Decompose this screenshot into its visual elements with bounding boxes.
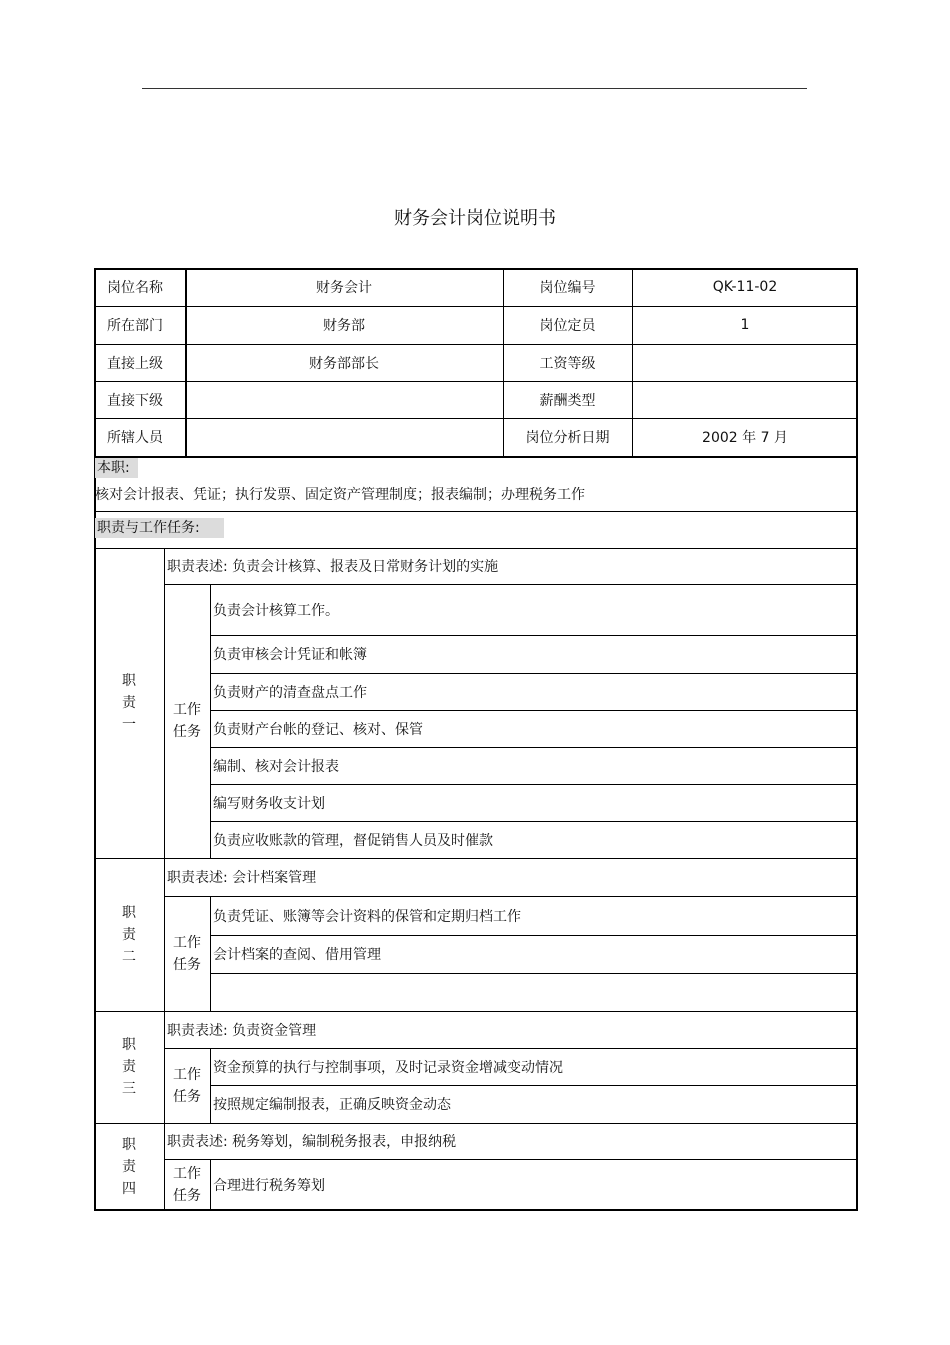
responsibility-label: 职 责 四 bbox=[122, 1137, 136, 1197]
task-label: 工作 任务 bbox=[173, 1166, 201, 1204]
duty-label: 本职: bbox=[95, 458, 138, 478]
responsibility-label: 职 责 一 bbox=[122, 673, 136, 733]
responsibility-label: 职 责 二 bbox=[122, 904, 136, 965]
row-divider bbox=[94, 456, 858, 458]
task-item: 编制、核对会计报表 bbox=[213, 758, 339, 775]
task-item: 按照规定编制报表，正确反映资金动态 bbox=[213, 1097, 451, 1113]
responsibility-description: 职责表述: 负责会计核算、报表及日常财务计划的实施 bbox=[167, 559, 499, 575]
row-divider bbox=[94, 381, 858, 382]
info-value: 1 bbox=[740, 317, 750, 333]
info-value bbox=[632, 344, 858, 381]
info-label: 直接上级 bbox=[107, 355, 163, 372]
row-divider bbox=[94, 344, 858, 345]
task-item: 合理进行税务筹划 bbox=[213, 1178, 325, 1194]
info-label: 岗位名称 bbox=[107, 280, 163, 296]
row-divider bbox=[210, 1085, 858, 1086]
info-value: 财务部部长 bbox=[309, 355, 379, 372]
info-value: 2002 年 7 月 bbox=[702, 430, 788, 446]
header-rule bbox=[142, 88, 807, 89]
row-divider bbox=[210, 821, 858, 822]
info-value: QK-11-02 bbox=[712, 279, 778, 295]
task-label: 工作 任务 bbox=[173, 702, 201, 740]
row-divider bbox=[94, 306, 858, 307]
task-item: 会计档案的查阅、借用管理 bbox=[213, 947, 381, 963]
task-item: 负责应收账款的管理，督促销售人员及时催款 bbox=[213, 832, 493, 849]
row-divider bbox=[210, 635, 858, 636]
task-item: 负责审核会计凭证和帐簿 bbox=[213, 647, 367, 663]
responsibility-description: 职责表述: 会计档案管理 bbox=[167, 870, 317, 886]
info-value bbox=[185, 381, 503, 418]
column-divider bbox=[632, 268, 633, 456]
info-label: 所辖人员 bbox=[107, 430, 163, 446]
info-label: 直接下级 bbox=[107, 392, 163, 409]
info-label: 岗位编号 bbox=[539, 280, 596, 296]
document-title: 财务会计岗位说明书 bbox=[394, 208, 556, 229]
task-item: 编写财务收支计划 bbox=[213, 795, 325, 812]
responsibility-description: 职责表述: 税务筹划，编制税务报表，申报纳税 bbox=[167, 1134, 457, 1150]
info-label: 岗位定员 bbox=[539, 318, 596, 334]
task-item: 负责财产台帐的登记、核对、保管 bbox=[213, 721, 423, 738]
row-divider bbox=[94, 418, 858, 419]
responsibilities-header: 职责与工作任务: bbox=[95, 518, 224, 538]
row-divider bbox=[94, 511, 858, 512]
job-description-table bbox=[94, 268, 858, 1211]
info-label: 薪酬类型 bbox=[539, 392, 596, 409]
responsibility-description: 职责表述: 负责资金管理 bbox=[167, 1022, 317, 1039]
task-label: 工作 任务 bbox=[173, 934, 201, 973]
task-item: 负责财产的清查盘点工作 bbox=[213, 684, 367, 701]
info-value bbox=[632, 381, 858, 418]
responsibility-label: 职 责 三 bbox=[122, 1037, 136, 1097]
task-label: 工作 任务 bbox=[173, 1066, 201, 1105]
duty-text: 核对会计报表、凭证；执行发票、固定资产管理制度；报表编制；办理税务工作 bbox=[95, 487, 585, 503]
row-divider bbox=[210, 747, 858, 748]
column-divider bbox=[185, 268, 187, 456]
row-divider bbox=[210, 935, 858, 936]
row-divider bbox=[210, 710, 858, 711]
task-item bbox=[210, 973, 858, 1011]
task-item: 负责会计核算工作。 bbox=[213, 602, 339, 619]
info-label: 工资等级 bbox=[539, 355, 596, 372]
info-value bbox=[185, 418, 503, 456]
task-item: 负责凭证、账簿等会计资料的保管和定期归档工作 bbox=[213, 908, 521, 925]
info-label: 岗位分析日期 bbox=[525, 430, 610, 446]
task-item: 资金预算的执行与控制事项，及时记录资金增减变动情况 bbox=[213, 1059, 563, 1076]
info-label: 所在部门 bbox=[107, 318, 163, 334]
row-divider bbox=[210, 973, 858, 974]
row-divider bbox=[210, 784, 858, 785]
row-divider bbox=[210, 673, 858, 674]
info-value: 财务部 bbox=[323, 318, 365, 334]
column-divider bbox=[503, 268, 504, 456]
info-value: 财务会计 bbox=[316, 280, 372, 296]
